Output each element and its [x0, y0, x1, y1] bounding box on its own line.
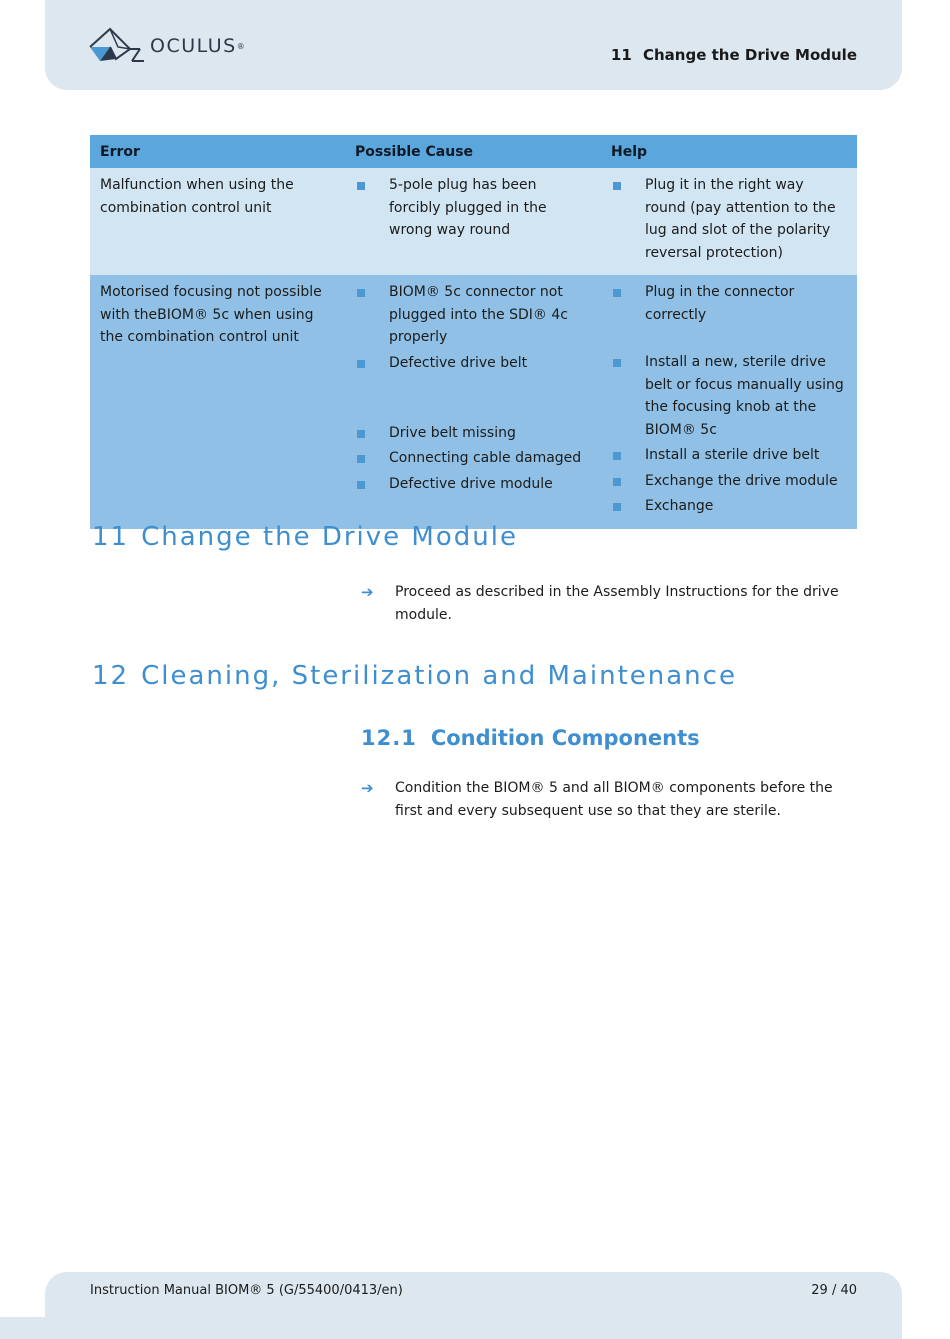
square-bullet-icon	[613, 478, 621, 486]
cause-cell	[345, 168, 601, 275]
list-item	[355, 352, 591, 419]
section-11-instruction	[361, 581, 861, 626]
square-bullet-icon	[357, 182, 365, 190]
square-bullet-icon	[357, 289, 365, 297]
error-cell: Malfunction when using the combination control unit	[90, 168, 345, 275]
help-cell	[601, 168, 857, 275]
section-title: Change the Drive Module	[141, 522, 518, 552]
column-header-cause: Possible Cause	[345, 135, 601, 168]
list-item	[611, 174, 847, 264]
square-bullet-icon	[613, 182, 621, 190]
help-text: Plug it in the right way round (pay attention to the lug and slot of the polarity reversal protection)	[645, 177, 836, 261]
logo	[88, 27, 245, 65]
help-text: Exchange the drive module	[645, 472, 838, 489]
subsection-12-1-heading	[361, 726, 700, 750]
list-item	[355, 422, 591, 445]
column-header-error: Error	[90, 135, 345, 168]
square-bullet-icon	[613, 359, 621, 367]
list-item	[611, 281, 847, 348]
square-bullet-icon	[613, 289, 621, 297]
footer-page-number: 29 / 40	[811, 1283, 857, 1298]
section-11-heading	[92, 522, 518, 552]
troubleshooting-table	[90, 135, 857, 529]
section-12-heading	[92, 661, 737, 691]
list-item	[611, 495, 847, 518]
help-text: Exchange	[645, 498, 714, 514]
section-number: 12	[92, 661, 130, 691]
oculus-logo-icon	[88, 27, 146, 65]
cause-text: Defective drive belt	[389, 354, 528, 371]
corner-tab	[0, 1317, 48, 1339]
cause-text: BIOM® 5c connector not plugged into the SDI® 4c properly	[389, 284, 568, 345]
logo-text: OCULUS	[150, 35, 237, 57]
error-cell: Motorised focusing not possible with theBIOM® 5c when using the combination control unit	[90, 275, 345, 529]
section-number: 11	[92, 522, 130, 552]
list-item	[355, 174, 591, 242]
table-row	[90, 168, 857, 275]
running-header-title: Change the Drive Module	[643, 46, 857, 64]
square-bullet-icon	[357, 481, 365, 489]
list-item	[611, 351, 847, 441]
footer-manual-title: Instruction Manual BIOM® 5 (G/55400/0413/en)	[90, 1283, 403, 1298]
cause-text: 5-pole plug has been forcibly plugged in the wrong way round	[389, 177, 547, 238]
list-item	[355, 447, 591, 470]
logo-registered-mark: ®	[236, 41, 245, 51]
list-item	[611, 470, 847, 493]
subsection-title: Condition Components	[430, 726, 700, 750]
list-item	[611, 444, 847, 467]
arrow-right-icon: ➔	[361, 779, 374, 797]
arrow-right-icon: ➔	[361, 583, 374, 601]
running-header	[611, 46, 857, 64]
cause-text: Defective drive module	[389, 475, 553, 492]
help-text: Plug in the connector correctly	[645, 284, 795, 323]
help-text: Install a new, sterile drive belt or focus manually using the focusing knob at the BIOM® 5c	[645, 354, 844, 438]
square-bullet-icon	[357, 455, 365, 463]
square-bullet-icon	[357, 360, 365, 368]
list-item	[355, 281, 591, 349]
square-bullet-icon	[613, 503, 621, 511]
list-item	[355, 473, 591, 496]
cause-cell	[345, 275, 601, 529]
table-row	[90, 275, 857, 529]
running-header-number: 11	[610, 46, 632, 64]
square-bullet-icon	[357, 430, 365, 438]
help-cell	[601, 275, 857, 529]
cause-text: Drive belt missing	[389, 424, 516, 441]
subsection-number: 12.1	[361, 726, 417, 750]
instruction-text: Proceed as described in the Assembly Instructions for the drive module.	[395, 584, 839, 623]
section-12-instruction	[361, 777, 861, 822]
column-header-help: Help	[601, 135, 857, 168]
table-header-row	[90, 135, 857, 168]
square-bullet-icon	[613, 452, 621, 460]
cause-text: Connecting cable damaged	[389, 450, 582, 466]
instruction-text: Condition the BIOM® 5 and all BIOM® components before the first and every subsequent use so that they are sterile.	[395, 780, 833, 819]
help-text: Install a sterile drive belt	[645, 447, 820, 463]
section-title: Cleaning, Sterilization and Maintenance	[141, 661, 737, 691]
